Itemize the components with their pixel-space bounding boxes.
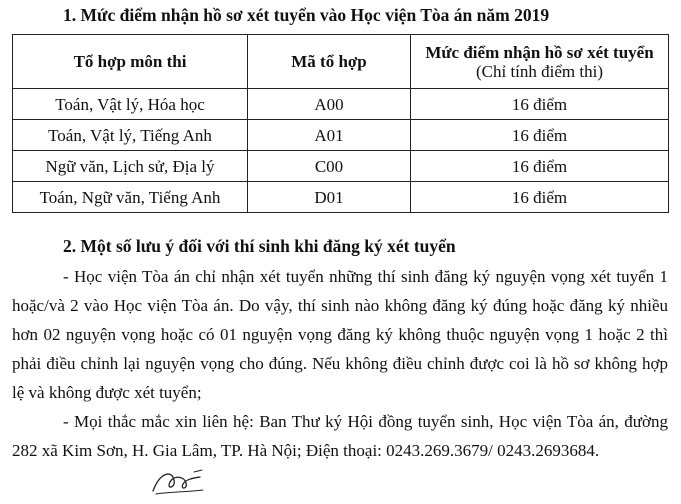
admission-score-table [12, 34, 669, 213]
table-row [13, 89, 669, 120]
header-minimum-score-label: Mức điểm nhận hồ sơ xét tuyển [425, 42, 654, 62]
cell-subjects: Ngữ văn, Lịch sử, Địa lý [13, 151, 248, 182]
table-row [13, 151, 669, 182]
header-combination-code: Mã tổ hợp [248, 35, 411, 89]
cell-code: C00 [248, 151, 411, 182]
header-subject-combination: Tổ hợp môn thi [13, 35, 248, 89]
handwritten-signature [150, 466, 206, 498]
cell-score: 16 điểm [411, 89, 669, 120]
cell-code: A01 [248, 120, 411, 151]
header-minimum-score-note: (Chỉ tính điểm thi) [475, 61, 604, 81]
cell-subjects: Toán, Vật lý, Hóa học [13, 89, 248, 120]
section-2-title: 2. Một số lưu ý đối với thí sinh khi đăng ký xét tuyển [63, 236, 456, 256]
table-header-row [13, 35, 669, 89]
section-1-title: 1. Mức điểm nhận hồ sơ xét tuyển vào Học viện Tòa án năm 2019 [63, 5, 550, 25]
cell-code: D01 [248, 182, 411, 213]
cell-score: 16 điểm [411, 151, 669, 182]
cell-score: 16 điểm [411, 182, 669, 213]
note-paragraph-registration: - Học viện Tòa án chỉ nhận xét tuyển những thí sinh đăng ký nguyện vọng xét tuyển 1 hoặc/và 2 vào Học viện Tòa án. Do vậy, thí sinh nào không đăng ký đúng hoặc đăng ký nhiều hơn 02 nguyện vọng hoặc có 01 nguyện vọng đăng ký không thuộc nguyện vọng 1 hoặc 2 thì phải điều chỉnh lại nguyện vọng cho đúng. Nếu không điều chỉnh được coi là hồ sơ không hợp lệ và không được xét tuyển; [12, 267, 668, 402]
cell-score: 16 điểm [411, 120, 669, 151]
note-paragraph-contact: - Mọi thắc mắc xin liên hệ: Ban Thư ký Hội đồng tuyển sinh, Học viện Tòa án, đường 282 xã Kim Sơn, H. Gia Lâm, TP. Hà Nội; Điện thoại: 0243.269.3679/ 0243.2693684. [12, 412, 668, 460]
table-row [13, 120, 669, 151]
table-row [13, 182, 669, 213]
cell-subjects: Toán, Ngữ văn, Tiếng Anh [13, 182, 248, 213]
cell-code: A00 [248, 89, 411, 120]
header-minimum-score [411, 35, 669, 89]
cell-subjects: Toán, Vật lý, Tiếng Anh [13, 120, 248, 151]
